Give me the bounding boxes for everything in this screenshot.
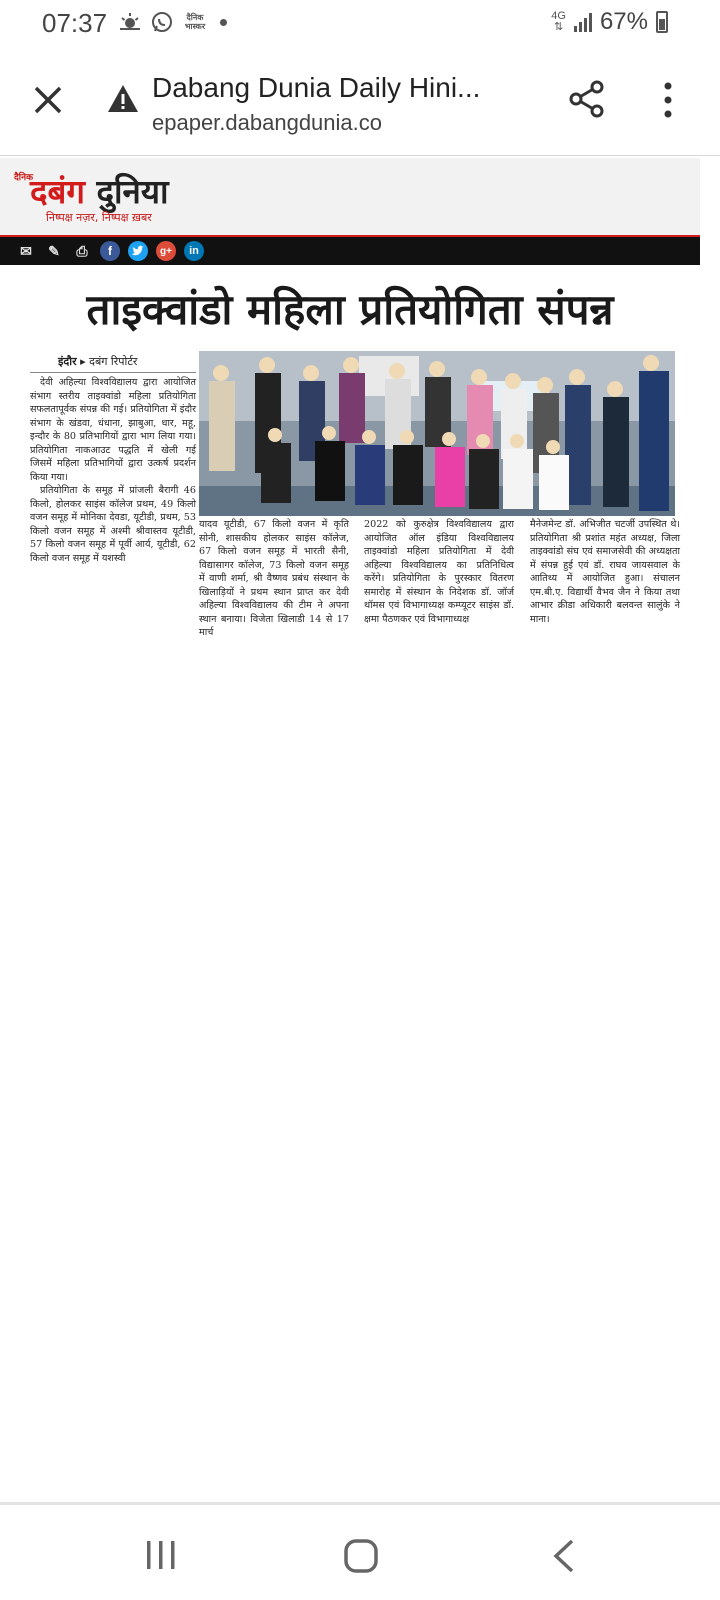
dateline-reporter: दबंग रिपोर्टर [89, 355, 138, 368]
article-column-3 [364, 518, 514, 626]
site-logo[interactable] [30, 168, 169, 213]
signal-icon [574, 12, 592, 32]
page-url: epaper.dabangdunia.co [152, 110, 382, 135]
page-title: Dabang Dunia Daily Hini... [152, 72, 481, 103]
share-bar [0, 237, 700, 265]
logo-part-dunia: दुनिया [96, 172, 169, 211]
article-paragraph: प्रतियोगिता के समूह में प्रांजली बैरागी 46 किलो, होलकर साइंस कॉलेज प्रथम, 49 किलो वजन समूह में मोनिका देवडा, यूटीडी, प्रथम, 53 किलो वजन समूह में अश्मी श्रीवास्तव यूटीडी, 57 किलो वजन समूह में पूर्वी आर्य, यूटीडी, 62 किलो वजन समूह में यशस्वी [30, 485, 196, 564]
dateline [58, 354, 137, 369]
dainik-bhaskar-icon [182, 13, 208, 31]
article-column-2 [199, 518, 349, 640]
article-headline: ताइक्वांडो महिला प्रतियोगिता संपन्न [86, 285, 614, 334]
system-nav-bar [0, 1505, 720, 1600]
edit-icon[interactable]: ✎ [44, 241, 64, 261]
home-icon[interactable] [344, 1539, 378, 1573]
article-column-4 [530, 518, 680, 626]
logo-small-label: दैनिक [14, 173, 34, 183]
battery-percent: 67% [599, 8, 648, 35]
logo-part-dabang: दबंग [30, 172, 85, 211]
network-type: 4G [551, 10, 566, 22]
share-icon[interactable] [566, 78, 608, 120]
google-plus-icon[interactable]: g+ [156, 241, 176, 261]
recent-apps-icon[interactable] [146, 1541, 176, 1569]
warning-icon[interactable] [106, 82, 140, 116]
masthead [0, 158, 700, 235]
group-photo-image [199, 351, 675, 516]
dateline-arrow-icon: ▸ [80, 355, 86, 368]
article-paragraph: यादव यूटीडी, 67 किलो वजन में कृति सोनी, शासकीय होलकर साइंस कॉलेज, 67 किलो वजन समूह में भारती सैनी, विद्यासागर कॉलेज, 73 किलो वजन समूह में वाणी शर्मा, श्री वैष्णव प्रबंध संस्थान के खिलाड़ियों ने प्रथम स्थान प्राप्त कर देवी अहिल्या विश्वविद्यालय की टीम ने अपना स्थान बनाया। विजेता खिलाडी 14 से 17 मार्च [199, 519, 349, 638]
back-icon[interactable] [552, 1539, 576, 1573]
weather-icon [118, 10, 142, 34]
notification-icons [118, 10, 227, 34]
bhaskar-label-top: दैनिक [186, 13, 204, 22]
more-notifications-dot [220, 19, 227, 26]
network-indicator [551, 11, 566, 33]
dateline-place: इंदौर [58, 355, 77, 368]
more-options-icon[interactable] [660, 80, 676, 120]
twitter-icon[interactable] [128, 241, 148, 261]
article-paragraph: 2022 को कुरुक्षेत्र विश्वविद्यालय द्वारा आयोजित ऑल इंडिया विश्वविद्यालय ताइक्वांडो महिला प्रतियोगिता में देवी अहिल्या विश्वविद्यालय का प्रतिनिधित्व करेंगे। प्रतियोगिता के पुरस्कार वितरण समारोह में संस्थान के निदेशक डॉ. जॉर्ज थॉमस एवं विभागाध्यक्ष कम्प्यूटर साइंस डॉ. क्षमा पैठणकर एवं विभागाध्यक्ष [364, 519, 514, 625]
linkedin-icon[interactable]: in [184, 241, 204, 261]
print-icon[interactable]: ⎙ [72, 241, 92, 261]
facebook-icon[interactable]: f [100, 241, 120, 261]
whatsapp-icon [150, 10, 174, 34]
status-bar [0, 0, 720, 48]
logo-tagline: निष्पक्ष नज़र, निष्पक्ष ख़बर [46, 211, 152, 224]
bhaskar-label-bottom: भास्कर [184, 22, 206, 31]
article-photo[interactable] [199, 351, 675, 516]
article-column-1 [30, 376, 196, 565]
article-paragraph: मैनेजमेन्ट डॉ. अभिजीत चटर्जी उपस्थित थे। प्रतियोगिता श्री प्रशांत महंत अध्यक्ष, जिला ताइक्वांडो संघ एवं समाजसेवी की अध्यक्षता में संपन्न हुई एवं डॉ. राघव जायसवाल के आतिथ्य में आयोजित हुआ। संचालन एम.बी.ए. विद्यार्थी वैभव जैन ने किया तथा आभार क्रीडा अधिकारी बलवन्त सालुंके ने माना। [530, 519, 680, 625]
close-icon[interactable] [30, 82, 66, 118]
twitter-bird-glyph [131, 244, 145, 258]
mail-icon[interactable]: ✉ [16, 241, 36, 261]
battery-icon [656, 11, 668, 33]
status-time: 07:37 [42, 8, 108, 38]
custom-tab-toolbar [0, 48, 720, 156]
article-paragraph: देवी अहिल्या विश्वविद्यालय द्वारा आयोजित संभाग स्तरीय ताइक्वांडो महिला प्रतियोगिता सफलतापूर्वक संपन्न की गई। प्रतियोगिता में इंदौर संभाग के खंडवा, धंधाना, झाबुआ, धार, महू, इन्दौर के 80 प्रतिभागियों द्वारा भाग लिया गया। प्रतियोगिता नाकआउट पद्धति में खेली गई जिसमें महिला प्रतिभागियों द्वारा उत्कर्ष प्रदर्शन किया गया। [30, 377, 196, 483]
data-arrows-icon: ⇅ [554, 21, 564, 33]
status-right [551, 8, 668, 36]
dateline-rule [30, 372, 196, 373]
